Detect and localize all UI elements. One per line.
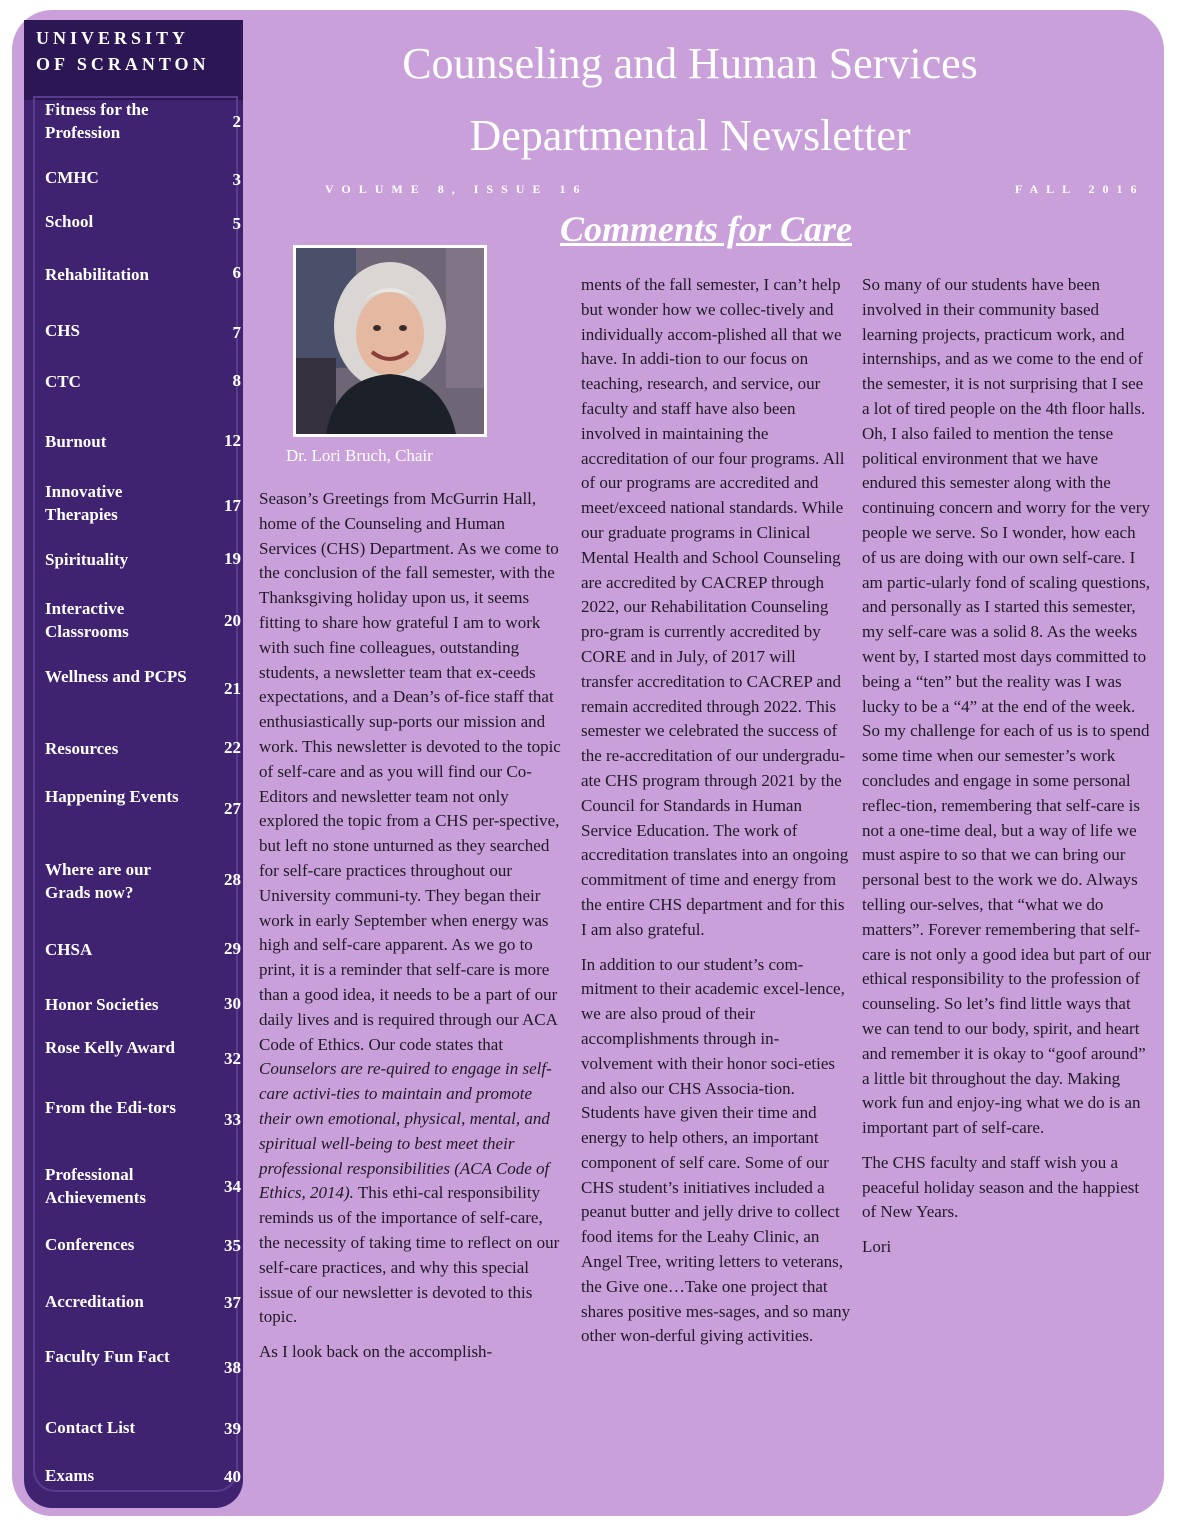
toc-item-label: From the Edi-tors xyxy=(45,1098,176,1117)
volume-issue: VOLUME 8, ISSUE 16 xyxy=(325,182,588,196)
photo-caption: Dr. Lori Bruch, Chair xyxy=(286,446,433,465)
article-paragraph: In addition to our student’s com-mitment to their academic excel-lence, we are also proud of their accomplishments through in-volvement with their honor soci-eties and also our CHS Associa-tion. Students have given their time and energy to help others, an important component of self care. Some of our CHS student’s initiatives included a peanut butter and jelly drive to collect food items for the Leahy Clinic, an Angel Tree, writing letters to veterans, the Give one…Take one project that shares positive mes-sages, and so many other won-derful giving activities. xyxy=(581,954,851,1346)
toc-item-label: Exams xyxy=(45,1466,95,1485)
newsletter-title-line-1: Counseling and Human Services xyxy=(402,39,978,88)
newsletter-title-line-2: Departmental Newsletter xyxy=(469,111,911,160)
toc-item-label: Professional Achievements xyxy=(45,1165,147,1207)
university-logo-text xyxy=(24,20,243,100)
toc-item-page: 8 xyxy=(232,371,241,390)
toc-item-page: 37 xyxy=(224,1293,241,1312)
toc-item-label: Conferences xyxy=(45,1235,135,1254)
toc-item-label: Resources xyxy=(45,739,119,758)
toc-item-label: Faculty Fun Fact xyxy=(45,1347,170,1366)
toc-item-page: 17 xyxy=(224,496,241,515)
toc-item-page: 5 xyxy=(232,214,241,233)
toc-item-page: 33 xyxy=(224,1110,241,1129)
toc-item-page: 2 xyxy=(232,112,241,131)
toc-item-label: Honor Societies xyxy=(45,995,159,1014)
toc-item-label: CTC xyxy=(45,372,81,391)
article-column-1 xyxy=(259,487,561,1375)
university-line-2: OF SCRANTON xyxy=(36,54,210,74)
toc-item-label: Rehabilitation xyxy=(45,265,149,284)
university-line-1: UNIVERSITY xyxy=(36,28,190,48)
toc-item-page: 7 xyxy=(232,323,241,342)
toc-item-label: Innovative Therapies xyxy=(45,482,123,524)
toc-item-label: Happening Events xyxy=(45,787,179,806)
toc-item-page: 3 xyxy=(232,170,241,189)
toc-item-page: 38 xyxy=(224,1358,241,1377)
toc-item-page: 28 xyxy=(224,870,241,889)
toc-item-page: 39 xyxy=(224,1419,241,1438)
toc-item-page: 21 xyxy=(224,679,241,698)
toc-item-page: 27 xyxy=(224,799,241,818)
toc-item-label: Spirituality xyxy=(45,550,129,569)
article-paragraph: ments of the fall semester, I can’t help but wonder how we collec-tively and individually accom-plished all that we have. In addi-tion to our focus on teaching, research, and service, our faculty and staff have also been involved in maintaining the accreditation of our four programs. All of our programs are accredited and meet/exceed national standards. While our graduate programs in Clinical Mental Health and School Counseling are accredited by CACREP through 2022, our Rehabilitation Counseling pro-gram is currently accredited by CORE and in July, of 2017 will transfer accreditation to CACREP and remain accredited through 2022. This semester we celebrated the success of the re-accreditation of our undergradu-ate CHS program through 2021 by the Council for Standards in Human Service Education. The work of accreditation translates into an ongoing commitment of time and energy from the entire CHS department and for this I am also grateful. xyxy=(581,275,849,939)
toc-item-page: 35 xyxy=(224,1236,241,1255)
toc-item-label: Fitness for the Profession xyxy=(45,100,149,142)
season-year: FALL 2016 xyxy=(1015,182,1145,196)
article-signature: Lori xyxy=(862,1237,892,1257)
article-paragraph xyxy=(259,487,561,1330)
toc-item-label: CMHC xyxy=(45,168,99,187)
toc-item-label: School xyxy=(45,212,94,231)
article-paragraph: The CHS faculty and staff wish you a peaceful holiday season and the happiest of New Years. xyxy=(862,1152,1140,1222)
article-text: This ethi-cal responsibility reminds us of the importance of self-care, the necessity of taking time to reflect on our self-care practices, and why this special issue of our newsletter is devoted to this topic. xyxy=(259,1183,560,1327)
article-column-2 xyxy=(581,273,851,1359)
toc-item-page: 32 xyxy=(224,1049,241,1068)
toc-item-label: Interactive Classrooms xyxy=(45,599,129,641)
article-text: Season’s Greetings from McGurrin Hall, home of the Counseling and Human Services (CHS) Department. As we come to the conclusion of the fall semester, with the Thanksgiving holiday upon us, it seems fitting to share how grateful I am to work with such fine colleagues, outstanding students, a newsletter team that ex-ceeds expectations, and a Dean’s of-fice staff that enthusiastically sup-ports our mission and work. This newsletter is devoted to the topic of self-care and as you will find our Co-Editors and newsletter team not only explored the topic from a CHS per-spective, but left no stone unturned as they searched for self-care practices throughout our University communi-ty. They began their work in early September when energy was high and self-care apparent. As we go to print, it is a reminder that self-care is more than a good idea, it needs to be a part of our daily lives and is required through our ACA Code of Ethics. Our code states that xyxy=(259,489,561,1054)
toc-item-page: 6 xyxy=(232,263,241,282)
toc-item-page: 22 xyxy=(224,738,241,757)
article-paragraph: As I look back on the accomplish- xyxy=(259,1342,493,1362)
toc-item-page: 20 xyxy=(224,611,241,630)
toc-item-label: Contact List xyxy=(45,1418,136,1437)
article-paragraph: So many of our students have been involved in their community based learning projects, practicum work, and internships, and as we come to the end of the semester, it is not surprising that I see a lot of tired people on the 4th floor halls. Oh, I also failed to mention the tense political environment that we have endured this semester along with the continuing concern and worry for the very people we serve. So I wonder, how each of us are doing with our own self-care. I am partic-ularly fond of scaling questions, and personally as I started this semester, my self-care was a solid 8. As the weeks went by, I started most days committed to being a “ten” but the reality was I was lucky to be a “4” at the end of the week. So my challenge for each of us is to spend some time when our semester’s work concludes and engage in some personal reflec-tion, remembering that self-care is not a one-time deal, but a way of life we must aspire to so that we can bring our personal best to the work we do. Always telling our-selves, that “what we do matters”. Forever remembering that self-care is not only a good idea but part of our ethical responsibility to the profession of counseling. So let’s find little ways that we can tend to our body, spirit, and heart and remember it is okay to “goof around” a little bit throughout the day. Making work fun and enjoy-ing what we do is an important part of self-care. xyxy=(862,275,1151,1138)
toc-item-page: 19 xyxy=(224,549,241,568)
toc-item-label: Burnout xyxy=(45,432,107,451)
toc-item-page: 12 xyxy=(224,431,241,450)
toc-item-page: 29 xyxy=(224,939,241,958)
chair-portrait-photo xyxy=(293,245,487,437)
article-title: Comments for Care xyxy=(559,209,853,249)
toc-item-label: Accreditation xyxy=(45,1292,144,1311)
article-quote: Counselors are re-quired to engage in self-care activi-ties to maintain and promote their own emotional, physical, mental, and spiritual well-being to best meet their professional responsibilities (ACA Code of Ethics, 2014). xyxy=(259,1059,552,1203)
toc-item-label: Wellness and PCPS xyxy=(45,667,187,686)
toc-item-page: 40 xyxy=(224,1467,241,1486)
article-column-3 xyxy=(862,273,1152,1270)
toc-item-label: CHS xyxy=(45,321,80,340)
portrait-illustration xyxy=(296,248,484,434)
toc-item-label: Rose Kelly Award xyxy=(45,1038,176,1057)
toc-item-page: 34 xyxy=(224,1177,241,1196)
toc-item-label: CHSA xyxy=(45,940,93,959)
table-of-contents-sidebar xyxy=(24,20,243,1508)
toc-item-page: 30 xyxy=(224,994,241,1013)
toc-item-label: Where are our Grads now? xyxy=(45,860,151,902)
